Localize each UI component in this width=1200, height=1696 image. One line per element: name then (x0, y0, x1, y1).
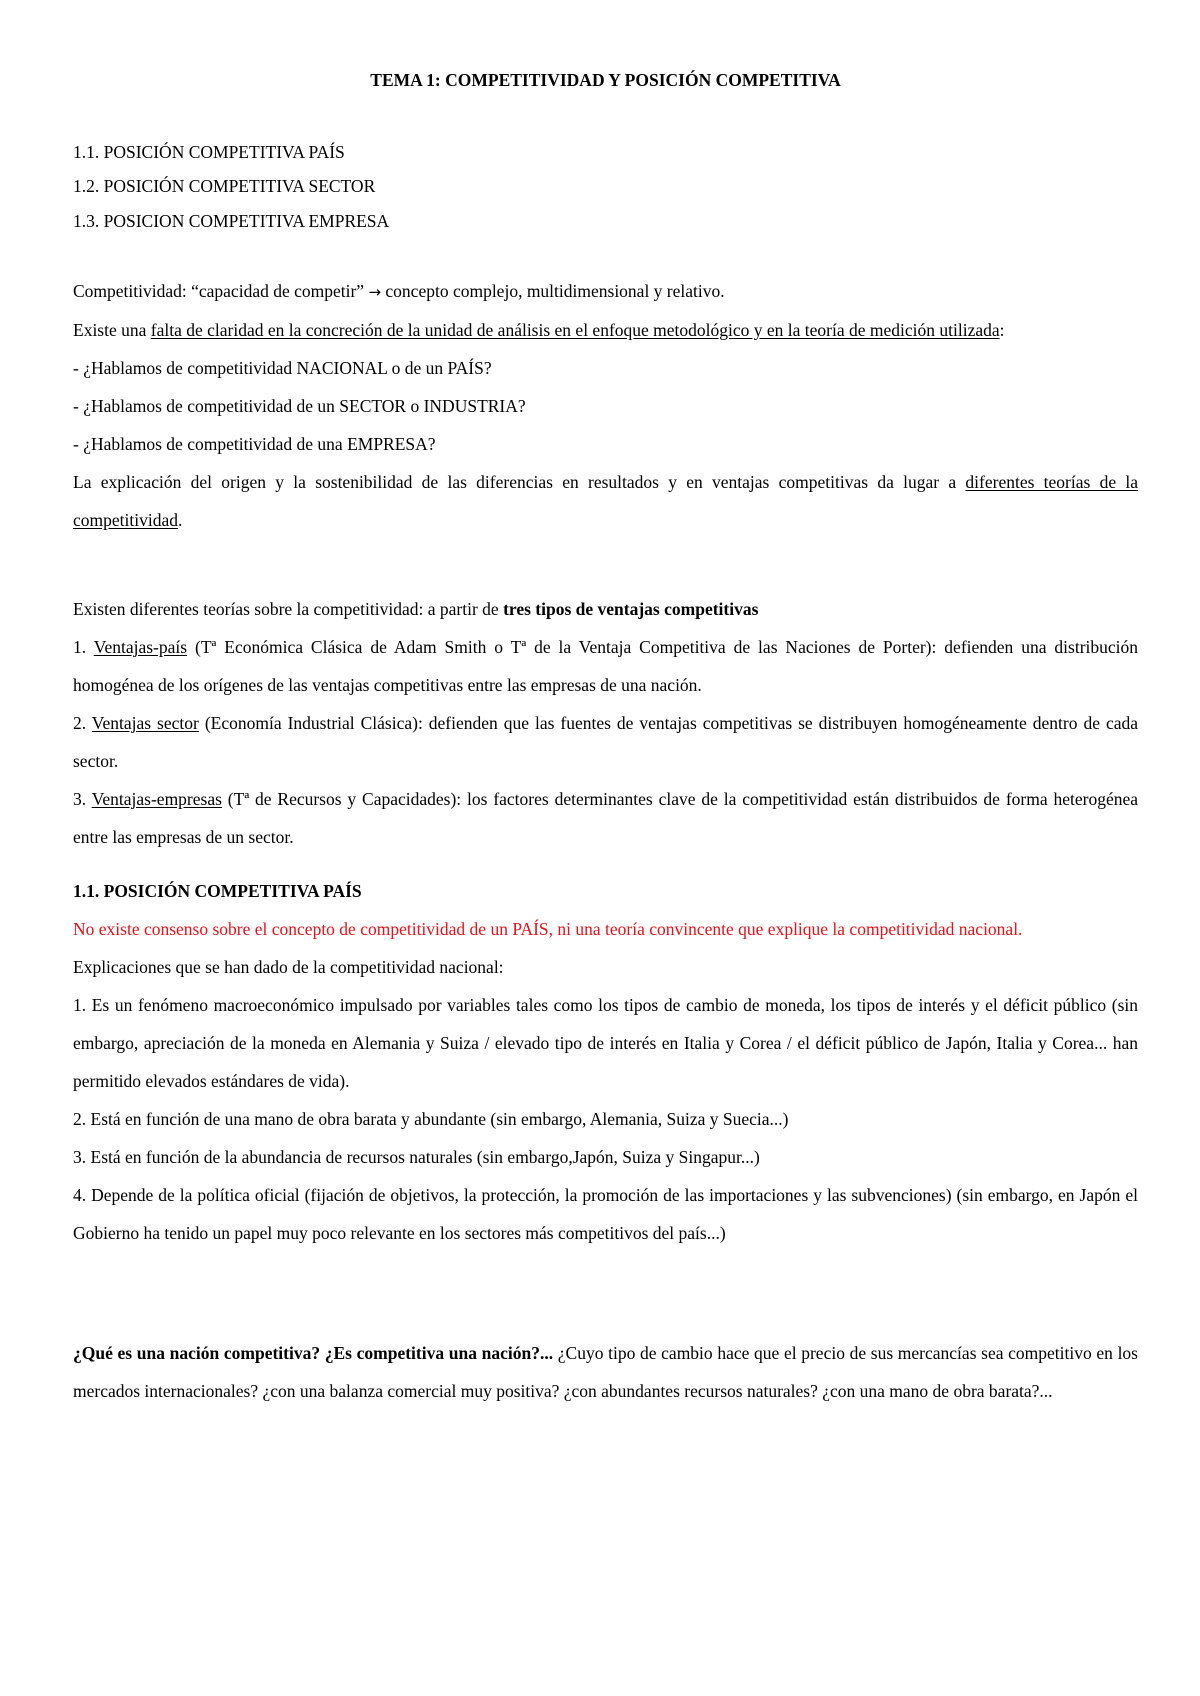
explanations-intro: Explicaciones que se han dado de la competitividad nacional: (73, 957, 504, 977)
red-note: No existe consenso sobre el concepto de competitividad de un PAÍS, ni una teoría convincente que explique la competitividad nacional. (73, 919, 1023, 939)
question-sector: - ¿Hablamos de competitividad de un SECTOR o INDUSTRIA? (73, 396, 526, 416)
nation-question-bold: ¿Qué es una nación competitiva? ¿Es competitiva una nación?... (73, 1343, 554, 1363)
explanation-1: 1. Es un fenómeno macroeconómico impulsado por variables tales como los tipos de cambio de moneda, los tipos de interés y el déficit público (sin embargo, apreciación de la moneda en Alemania y Suiza / elevado tipo de interés en Italia y Corea / el déficit público de Japón, Italia y Corea... han permitido elevados estándares de vida). (73, 995, 1138, 1091)
question-empresa: - ¿Hablamos de competitividad de una EMPRESA? (73, 434, 436, 454)
theories-lead (73, 590, 1138, 628)
theory-2-text: (Economía Industrial Clásica): defienden que las fuentes de ventajas competitivas se distribuyen homogéneamente dentro de cada sector. (73, 713, 1139, 771)
theory-item-3 (73, 780, 1138, 856)
theory-3-name: Ventajas-empresas (91, 789, 222, 809)
theories-section (73, 590, 1138, 856)
theories-lead-bold: tres tipos de ventajas competitivas (503, 599, 759, 619)
clarity-underlined: falta de claridad en la concreción de la unidad de análisis en el enfoque metodológico y en la teoría de medición utilizada (150, 320, 1000, 340)
theory-item-2 (73, 704, 1138, 780)
definition-description: concepto complejo, multidimensional y relativo. (385, 281, 725, 301)
section-heading: 1.1. POSICIÓN COMPETITIVA PAÍS (73, 881, 362, 901)
explanation-2: 2. Está en función de una mano de obra barata y abundante (sin embargo, Alemania, Suiza y Suecia...) (73, 1109, 789, 1129)
theory-2-number: 2. (73, 713, 87, 733)
nation-question-rest: ¿Cuyo tipo de cambio hace que el precio de sus mercancías sea competitivo en los mercados internacionales? ¿con una balanza comercial muy positiva? ¿con abundantes recursos naturales? ¿con una mano de obra barata?... (73, 1343, 1138, 1401)
clarity-lead: Existe una (73, 320, 147, 340)
intro-section (73, 272, 1138, 539)
theory-item-1 (73, 628, 1138, 704)
origin-period: . (177, 510, 183, 530)
toc-item-1: 1.1. POSICIÓN COMPETITIVA PAÍS (73, 142, 345, 162)
theory-1-text: (Tª Económica Clásica de Adam Smith o Tª de la Ventaja Competitiva de las Naciones de Porter): defienden una distribución homogénea de los orígenes de las ventajas competitivas entre las empresas de una nación. (73, 637, 1139, 695)
theory-3-number: 3. (73, 789, 87, 809)
toc-item-3: 1.3. POSICION COMPETITIVA EMPRESA (73, 211, 390, 231)
definition-text: Competitividad: “capacidad de competir” (73, 281, 365, 301)
clarity-colon: : (999, 320, 1005, 340)
origin-underlined: diferentes teorías de la competitividad (73, 472, 1139, 530)
theory-2-name: Ventajas sector (91, 713, 199, 733)
clarity-paragraph (73, 311, 1138, 349)
definition-line (73, 272, 1138, 311)
nation-question-paragraph (73, 1334, 1138, 1410)
arrow-right-icon: → (368, 283, 382, 301)
question-nacional: - ¿Hablamos de competitividad NACIONAL o de un PAÍS? (73, 358, 492, 378)
theory-3-text: (Tª de Recursos y Capacidades): los factores determinantes clave de la competitividad están distribuidos de forma heterogénea entre las empresas de un sector. (73, 789, 1138, 847)
theories-lead-text: Existen diferentes teorías sobre la competitividad: a partir de (73, 599, 499, 619)
theory-1-name: Ventajas-país (93, 637, 188, 657)
toc-item-2: 1.2. POSICIÓN COMPETITIVA SECTOR (73, 176, 376, 196)
explanation-4: 4. Depende de la política oficial (fijación de objetivos, la protección, la promoción de las importaciones y las subvenciones) (sin embargo, en Japón el Gobierno ha tenido un papel muy poco relevante en los sectores más competitivos del país...) (73, 1185, 1138, 1243)
explanation-3: 3. Está en función de la abundancia de recursos naturales (sin embargo,Japón, Suiza y Singapur...) (73, 1147, 760, 1167)
theory-1-number: 1. (73, 637, 87, 657)
section-pais (73, 872, 1138, 1252)
origin-text: La explicación del origen y la sostenibilidad de las diferencias en resultados y en ventajas competitivas da lugar a (73, 472, 957, 492)
origin-paragraph (73, 463, 1138, 539)
document-title: TEMA 1: COMPETITIVIDAD Y POSICIÓN COMPETITIVA (370, 70, 841, 90)
